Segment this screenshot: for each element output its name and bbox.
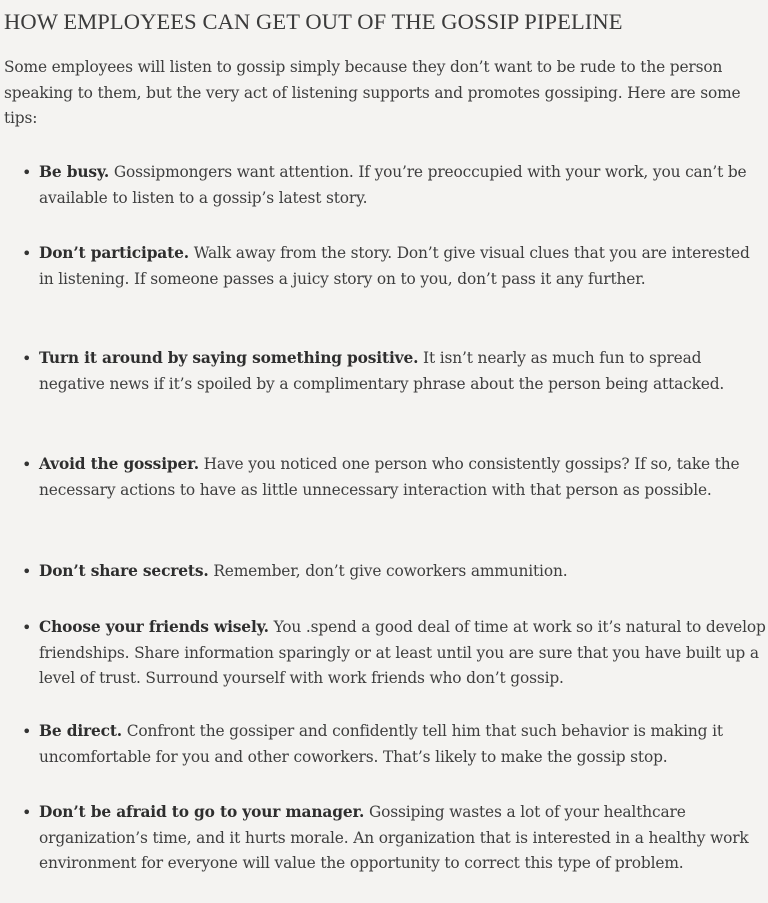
tip-lead: Turn it around by saying something positive. bbox=[39, 349, 419, 367]
tip-body: It isn’t nearly as much fun to spread negative news if it’s spoiled by a complimentary phrase about the person being attacked. bbox=[39, 349, 725, 393]
tip-lead: Don’t share secrets. bbox=[39, 562, 209, 580]
article-heading: HOW EMPLOYEES CAN GET OUT OF THE GOSSIP PIPELINE bbox=[4, 9, 623, 34]
tip-body: You .spend a good deal of time at work so it’s natural to develop friendships. Share information sparingly or at least until you are sure that you have built up a level of trust. Surround yourself with work friends who don’t gossip. bbox=[39, 618, 766, 687]
tip-body: Gossiping wastes a lot of your healthcare organization’s time, and it hurts morale. An organization that is interested in a healthy work environment for everyone will value the opportunity to correct this type of problem. bbox=[39, 803, 749, 872]
tip-body: Confront the gossiper and confidently tell him that such behavior is making it uncomfortable for you and other coworkers. That’s likely to make the gossip stop. bbox=[39, 722, 723, 766]
tip-lead: Don’t be afraid to go to your manager. bbox=[39, 803, 365, 821]
tip-lead: Avoid the gossiper. bbox=[39, 455, 199, 473]
bullet-icon: • bbox=[22, 722, 32, 741]
bullet-icon: • bbox=[22, 803, 32, 822]
tip-body: Gossipmongers want attention. If you’re preoccupied with your work, you can’t be available to listen to a gossip’s latest story. bbox=[39, 163, 747, 207]
tip-body: Have you noticed one person who consistently gossips? If so, take the necessary actions to have as little unnecessary interaction with that person as possible. bbox=[39, 455, 740, 499]
bullet-icon: • bbox=[22, 618, 32, 637]
article-intro: Some employees will listen to gossip simply because they don’t want to be rude to the person speaking to them, but the very act of listening supports and promotes gossiping. Here are some tips: bbox=[4, 58, 741, 127]
tip-lead: Be busy. bbox=[39, 163, 110, 181]
tip-lead: Don’t participate. bbox=[39, 244, 189, 262]
bullet-icon: • bbox=[22, 163, 32, 182]
tip-body: Remember, don’t give coworkers ammunition. bbox=[213, 562, 568, 580]
bullet-icon: • bbox=[22, 562, 32, 581]
bullet-icon: • bbox=[22, 455, 32, 474]
tip-lead: Choose your friends wisely. bbox=[39, 618, 269, 636]
tip-lead: Be direct. bbox=[39, 722, 123, 740]
tip-body: Walk away from the story. Don’t give visual clues that you are interested in listening. If someone passes a juicy story on to you, don’t pass it any further. bbox=[39, 244, 750, 288]
bullet-icon: • bbox=[22, 244, 32, 263]
bullet-icon: • bbox=[22, 349, 32, 368]
